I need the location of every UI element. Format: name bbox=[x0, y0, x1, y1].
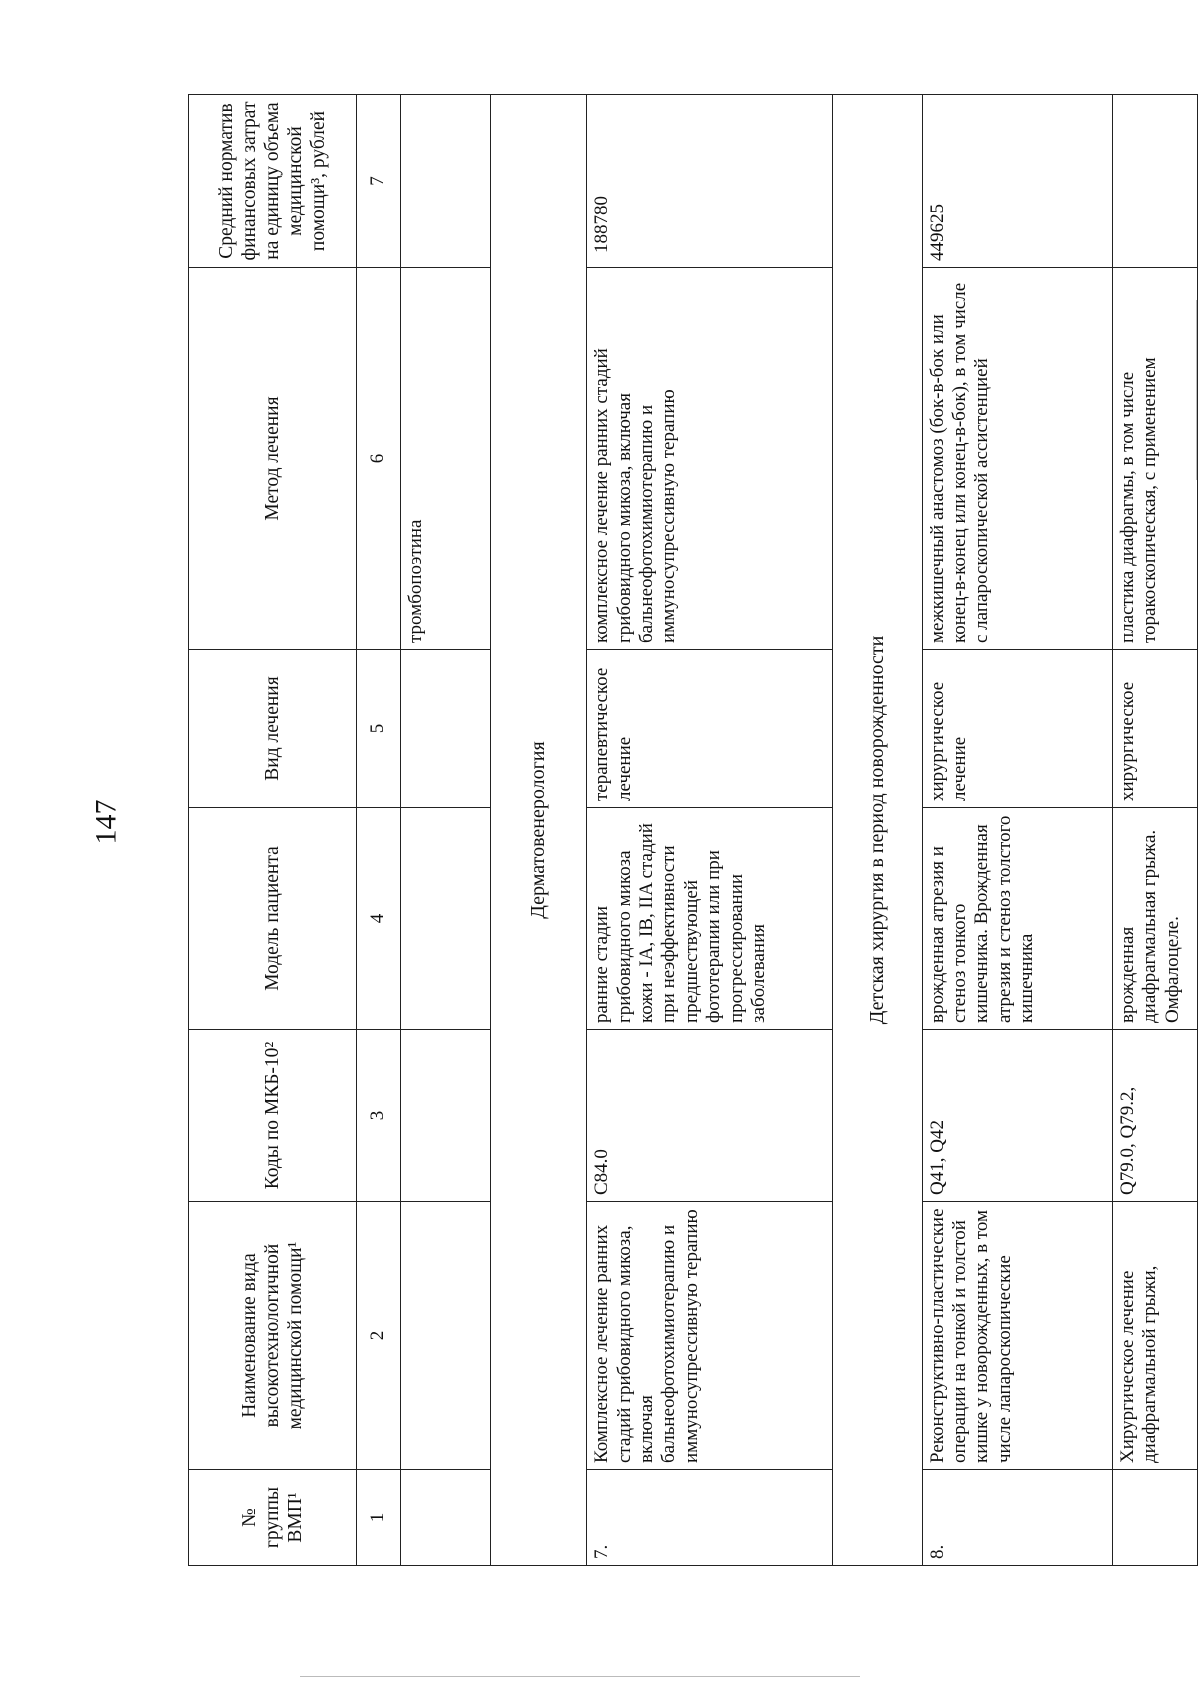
patient-model: врожденная атрезия и стеноз тонкого кишечника. Врожденная атрезия и стеноз толстого кишечника bbox=[922, 808, 1112, 1030]
column-number: 3 bbox=[356, 1030, 401, 1202]
column-number: 4 bbox=[356, 808, 401, 1030]
icd-codes: Q41, Q42 bbox=[922, 1030, 1112, 1202]
column-number-row bbox=[356, 95, 401, 1566]
table-row bbox=[587, 95, 833, 1566]
icd-codes: C84.0 bbox=[587, 1030, 833, 1202]
header-icd-codes: Коды по МКБ-10² bbox=[189, 1030, 357, 1202]
vmp-name: Комплексное лечение ранних стадий грибовидного микоза, включая бальнеофотохимиотерапию и иммуносупрессивную терапию bbox=[587, 1202, 833, 1470]
table-cell bbox=[401, 808, 490, 1030]
patient-model: ранние стадии грибовидного микоза кожи - IA, IB, IIA стадий при неэффективности предшествующей фототерапии или при прогрессировании заболевания bbox=[587, 808, 833, 1030]
icd-codes: Q79.0, Q79.2, bbox=[1112, 1030, 1197, 1202]
treatment-method: пластика диафрагмы, в том числе торакоскопическая, с применением bbox=[1112, 268, 1197, 650]
group-number: 7. bbox=[587, 1470, 833, 1566]
column-number: 6 bbox=[356, 268, 401, 650]
table-row bbox=[922, 95, 1112, 1566]
column-number: 2 bbox=[356, 1202, 401, 1470]
table-cell bbox=[401, 1202, 490, 1470]
treatment-method: межкишечный анастомоз (бок-в-бок или конец-в-конец или конец-в-бок), в том числе с лапароскопической ассистенцией bbox=[922, 268, 1112, 650]
header-vmp-name: Наименование вида высокотехнологичной медицинской помощи¹ bbox=[189, 1202, 357, 1470]
page-number: 147 bbox=[89, 799, 123, 845]
table-cell bbox=[401, 95, 490, 268]
group-number: 8. bbox=[922, 1470, 1112, 1566]
table-row bbox=[1112, 95, 1197, 1566]
column-number: 5 bbox=[356, 650, 401, 808]
patient-model: врожденная диафрагмальная грыжа. Омфалоцеле. bbox=[1112, 808, 1197, 1030]
group-number bbox=[1112, 1470, 1197, 1566]
section-row-dermatology bbox=[490, 95, 586, 1566]
header-treatment-method: Метод лечения bbox=[189, 268, 357, 650]
cost-standard bbox=[1112, 95, 1197, 268]
vmp-table bbox=[188, 94, 1198, 1566]
cost-standard: 449625 bbox=[922, 95, 1112, 268]
continuation-row bbox=[401, 95, 490, 1566]
treatment-type: терапевтическое лечение bbox=[587, 650, 833, 808]
treatment-method: комплексное лечение ранних стадий грибовидного микоза, включая бальнеофотохимиотерапию и иммуносупрессивную терапию bbox=[587, 268, 833, 650]
header-cost-standard: Средний норматив финансовых затрат на единицу объема медицинской помощи³, рублей bbox=[189, 95, 357, 268]
continuation-method: тромбопоэтина bbox=[401, 268, 490, 650]
vmp-name: Хирургическое лечение диафрагмальной грыжи, bbox=[1112, 1202, 1197, 1470]
treatment-type: хирургическое bbox=[1112, 650, 1197, 808]
section-row-neonatal-surgery bbox=[833, 95, 922, 1566]
header-patient-model: Модель пациента bbox=[189, 808, 357, 1030]
vmp-table-container bbox=[188, 95, 1198, 1566]
section-title: Дерматовенерология bbox=[490, 95, 586, 1566]
vmp-name: Реконструктивно-пластические операции на тонкой и толстой кишке у новорожденных, в том числе лапароскопические bbox=[922, 1202, 1112, 1470]
cost-standard: 188780 bbox=[587, 95, 833, 268]
header-row bbox=[189, 95, 357, 1566]
column-number: 1 bbox=[356, 1470, 401, 1566]
table-cell bbox=[401, 1030, 490, 1202]
header-group-number: № группы ВМП¹ bbox=[189, 1470, 357, 1566]
column-number: 7 bbox=[356, 95, 401, 268]
table-cell bbox=[401, 1470, 490, 1566]
treatment-type: хирургическое лечение bbox=[922, 650, 1112, 808]
table-cell bbox=[401, 650, 490, 808]
section-title: Детская хирургия в период новорожденности bbox=[833, 95, 922, 1566]
scan-artifact-line bbox=[300, 1676, 860, 1677]
header-treatment-type: Вид лечения bbox=[189, 650, 357, 808]
scan-artifact-line bbox=[1196, 300, 1197, 480]
